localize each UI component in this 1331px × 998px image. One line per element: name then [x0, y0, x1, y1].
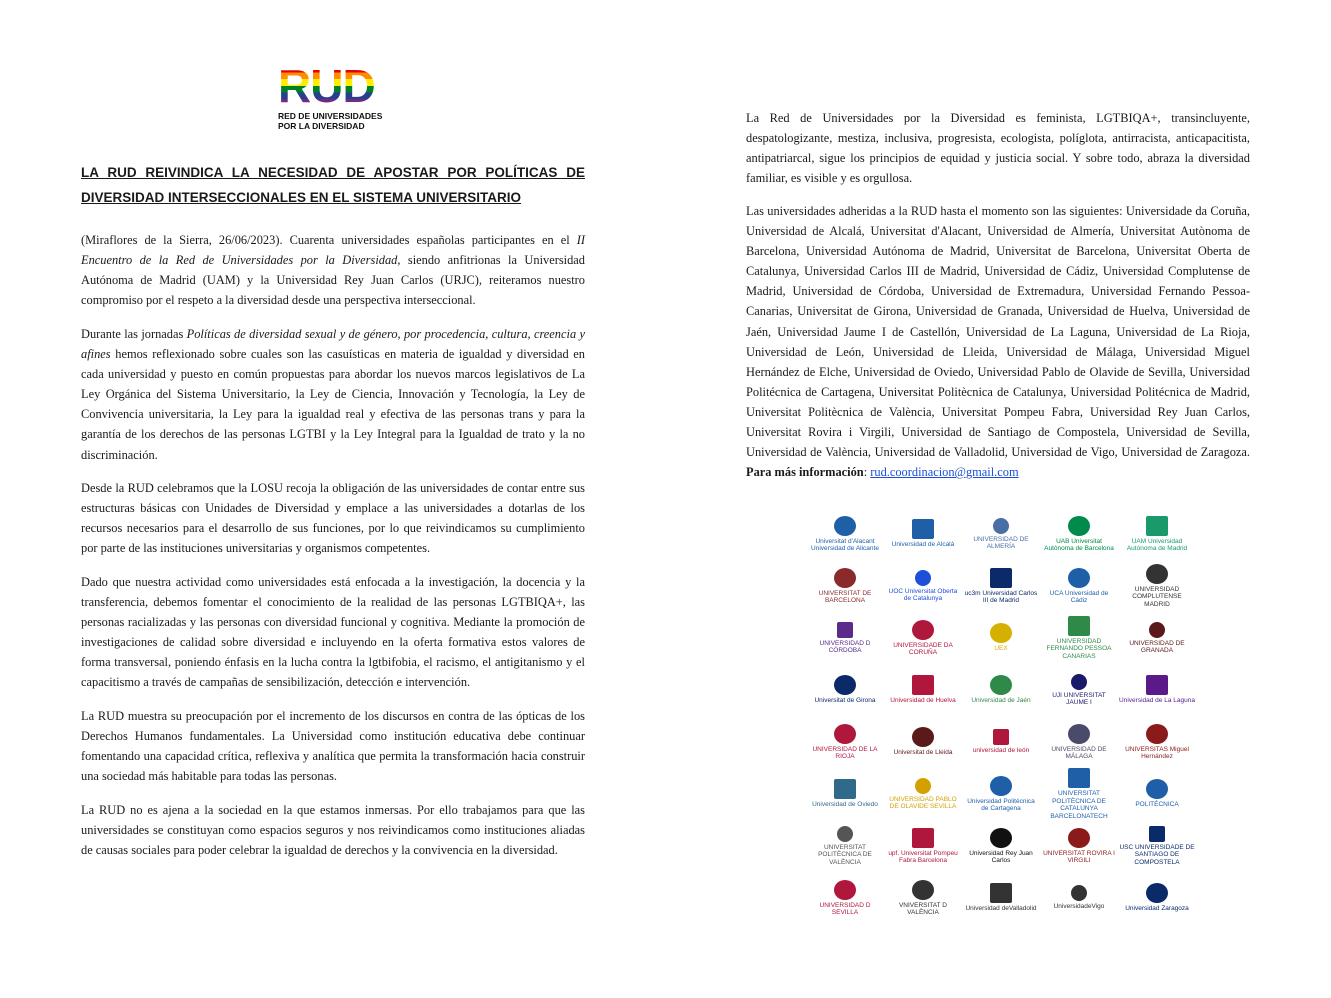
university-logo — [806, 716, 884, 768]
university-crest-icon — [1146, 675, 1168, 695]
university-crest-icon — [912, 519, 934, 539]
university-logo-name: UNIVERSIDAD PABLO DE OLAVIDE SEVILLA — [889, 795, 957, 810]
university-logo — [884, 508, 962, 560]
university-crest-icon — [990, 623, 1012, 643]
left-page — [81, 0, 585, 998]
university-crest-icon — [834, 516, 856, 536]
university-crest-icon — [993, 518, 1009, 534]
university-logo — [806, 664, 884, 716]
university-logo — [1118, 508, 1196, 560]
university-logo — [1040, 664, 1118, 716]
university-logo-name: UOC Universitat Oberta de Catalunya — [888, 587, 958, 602]
university-logo-name: UNIVERSITAT DE BARCELONA — [818, 589, 872, 604]
more-info-label: Para más información — [746, 465, 864, 480]
university-crest-icon — [990, 675, 1012, 695]
university-logo — [1040, 612, 1118, 664]
paragraph-5 — [81, 706, 585, 786]
university-logo-name: UniversidadeVigo — [1053, 903, 1105, 911]
university-logo-name: upf. Universitat Pompeu Fabra Barcelona — [888, 849, 958, 864]
university-crest-icon — [1071, 885, 1087, 901]
press-release-title: LA RUD REIVINDICA LA NECESIDAD DE APOSTAR POR POLÍTICAS DE DIVERSIDAD INTERSECCIONALES EN EL SISTEMA UNIVERSITARIO — [81, 165, 585, 205]
contact-email-link[interactable]: rud.coordinacion@gmail.com — [870, 465, 1019, 480]
rud-logo-letter-d: D — [342, 60, 375, 112]
university-logo-name: Universidad Zaragoza — [1125, 905, 1189, 913]
right-paragraph-2 — [746, 201, 1250, 482]
right-paragraph-1 — [746, 108, 1250, 188]
university-crest-icon — [912, 828, 934, 848]
university-logo — [1118, 768, 1196, 820]
university-crest-icon — [1068, 828, 1090, 848]
paragraph-2 — [81, 324, 585, 465]
university-crest-icon — [1068, 768, 1090, 788]
university-logo-name: UNIVERSITAT POLITÈCNICA DE CATALUNYA BARCELONATECH — [1050, 790, 1108, 820]
university-crest-icon — [1068, 516, 1090, 536]
university-logo-name: UNIVERSITAT POLITÈCNICA DE VALÈNCIA — [818, 843, 872, 866]
university-logo — [806, 612, 884, 664]
university-crest-icon — [912, 727, 934, 747]
paragraph-1 — [81, 230, 585, 310]
university-logo — [962, 716, 1040, 768]
right-paragraph-1-text: La Red de Universidades por la Diversidad es feminista, LGTBIQA+, transincluyente, despatologizante, mestiza, inclusiva, progresista, ecologista, políglota, antirracista, anticapacitista, antipatriarcal, sigue los principios de equidad y justicia social. Y sobre todo, abraza la diversidad familiar, es visible y es orgullosa. — [746, 111, 1250, 186]
university-logo-name: UNIVERSIDAD DE ALMERÍA — [973, 535, 1029, 550]
university-logo-grid — [806, 508, 1196, 924]
university-logo-name: UNIVERSIDAD DE LA RIOJA — [812, 745, 878, 760]
university-crest-icon — [990, 828, 1012, 848]
university-logo — [806, 820, 884, 872]
university-crest-icon — [915, 778, 931, 794]
university-logo-name: Universitat de Girona — [814, 697, 876, 705]
university-logo — [1118, 612, 1196, 664]
paragraph-2-italic: Políticas de diversidad sexual y de género, por procedencia, cultura, creencia y afines — [81, 327, 585, 362]
university-logo-name: UNIVERSIDADE DA CORUÑA — [893, 641, 953, 656]
paragraph-3 — [81, 478, 585, 558]
university-logo — [962, 612, 1040, 664]
paragraph-2-text-a: Durante las jornadas — [81, 327, 187, 341]
rud-logo-letter-u: U — [310, 60, 343, 112]
university-logo — [962, 508, 1040, 560]
university-crest-icon — [1146, 564, 1168, 584]
paragraph-2-text-b: hemos reflexionado sobre cuales son las casuísticas en materia de igualdad y diversidad en cada universidad y puesto en común propuestas para abordar los nuevos marcos legislativos de La Ley Orgánica del Sistema Universitario, la Ley de Ciencia, Innovación y Tecnología, la Ley de Convivencia universitaria, la Ley para la igualdad real y efectiva de las personas trans y para la garantía de los derechos de las personas LGTBI y la Ley Integral para la Igualdad de trato y la no discriminación. — [81, 347, 585, 462]
university-logo-name: Universidad de Jaén — [971, 697, 1031, 705]
university-logo-name: UNIVERSIDAD D SEVILLA — [819, 901, 871, 916]
university-logo — [962, 664, 1040, 716]
university-logo — [884, 612, 962, 664]
university-crest-icon — [993, 729, 1009, 745]
university-logo-name: Universidad de La Laguna — [1119, 697, 1195, 705]
paragraph-1-italic: II Encuentro de la Red de Universidades por la Diversidad — [81, 233, 585, 268]
university-crest-icon — [915, 570, 931, 586]
university-crest-icon — [912, 675, 934, 695]
university-logo-name: UNIVERSIDAD DE GRANADA — [1129, 639, 1185, 654]
university-crest-icon — [837, 826, 853, 842]
university-logo-name: USC UNIVERSIDADE DE SANTIAGO DE COMPOSTELA — [1119, 843, 1195, 866]
university-crest-icon — [990, 883, 1012, 903]
university-logo-name: VNIVERSITAT D VALÈNCIA — [898, 901, 948, 916]
university-logo — [962, 872, 1040, 924]
university-logo — [1040, 820, 1118, 872]
paragraph-6-text: La RUD no es ajena a la sociedad en la que estamos inmersas. Por ello trabajamos para que las universidades se constituyan como espacios seguros y nos reivindicamos como instituciones aliadas de causas sociales para poder celebrar la igualdad de derechos y la convivencia en la diversidad. — [81, 803, 585, 858]
university-crest-icon — [1146, 779, 1168, 799]
university-crest-icon — [834, 779, 856, 799]
university-logo-name: Universidad de Huelva — [890, 697, 956, 705]
university-crest-icon — [1146, 516, 1168, 536]
rud-logo-letters — [278, 60, 408, 112]
more-info-colon: : — [863, 465, 871, 480]
university-crest-icon — [837, 622, 853, 638]
university-crest-icon — [1149, 622, 1165, 638]
paragraph-1-text-b: , siendo anfitrionas la Universidad Autónoma de Madrid (UAM) y la Universidad Rey Juan Carlos (URJC), reiteramos nuestro compromiso por el respeto a la diversidad desde una perspectiva interseccional. — [81, 253, 585, 308]
rud-logo-subtitle-line1: RED DE UNIVERSIDADES — [278, 111, 383, 121]
university-logo — [962, 560, 1040, 612]
university-logo — [1040, 508, 1118, 560]
university-crest-icon — [834, 724, 856, 744]
paragraph-4-text: Dado que nuestra actividad como universidades está enfocada a la investigación, la docencia y la transferencia, debemos fomentar el conocimiento de la realidad de las personas LGTBIQA+, las personas racializadas y las personas con diversidad funcional y cognitiva. Mediante la promoción de investigaciones de calidad sobre diversidad e incluyendo en la oferta formativa estos valores de forma transversal, poniendo énfasis en la lucha contra la lgtbifobia, el racismo, el antigitanismo y el capacitismo a través de campañas de sensibilización, detección e intervención. — [81, 575, 585, 690]
paragraph-1-text-a: (Miraflores de la Sierra, 26/06/2023). Cuarenta universidades españolas participantes en el — [81, 233, 577, 247]
university-crest-icon — [912, 620, 934, 640]
university-logo — [1040, 872, 1118, 924]
university-logo — [884, 716, 962, 768]
university-logo-name: UNIVERSITAS Miguel Hernández — [1125, 745, 1189, 760]
university-logo — [1118, 716, 1196, 768]
university-logo — [962, 820, 1040, 872]
university-logo-name: Universidad Rey Juan Carlos — [969, 849, 1033, 864]
university-logo — [806, 508, 884, 560]
university-logo — [806, 768, 884, 820]
university-crest-icon — [1068, 616, 1090, 636]
university-logo-name: Universidad de Oviedo — [812, 801, 878, 809]
university-logo-name: UNIVERSIDAD DE MÁLAGA — [1051, 745, 1107, 760]
university-crest-icon — [912, 880, 934, 900]
university-logo-name: Universitat d'Alacant Universidad de Alicante — [811, 537, 879, 552]
university-logo-name: universidad de león — [972, 747, 1030, 755]
rud-logo-subtitle — [278, 111, 408, 131]
university-crest-icon — [1149, 826, 1165, 842]
university-logo-name: UCA Universidad de Cádiz — [1049, 589, 1109, 604]
university-crest-icon — [990, 568, 1012, 588]
university-logo-name: UEX — [994, 645, 1008, 653]
university-logo — [1040, 768, 1118, 820]
university-logo — [1040, 716, 1118, 768]
right-page — [746, 0, 1250, 998]
university-logo-name: UNIVERSITAT ROVIRA I VIRGILI — [1043, 849, 1115, 864]
university-crest-icon — [990, 776, 1012, 796]
university-crest-icon — [1146, 883, 1168, 903]
rud-logo-subtitle-line2: POR LA DIVERSIDAD — [278, 121, 365, 131]
university-crest-icon — [834, 880, 856, 900]
university-crest-icon — [834, 568, 856, 588]
university-logo — [1118, 664, 1196, 716]
university-logo — [884, 872, 962, 924]
university-crest-icon — [1068, 568, 1090, 588]
university-logo — [884, 820, 962, 872]
university-logo-name: Universidad Politécnica de Cartagena — [967, 797, 1035, 812]
rud-logo — [278, 60, 408, 131]
university-logo-name: UNIVERSIDAD D CÓRDOBA — [819, 639, 871, 654]
paragraph-6 — [81, 800, 585, 860]
university-crest-icon — [834, 675, 856, 695]
rud-logo-letter-r: R — [278, 60, 311, 112]
university-logo-name: UJI UNIVERSITAT JAUME I — [1052, 691, 1106, 706]
university-crest-icon — [1146, 724, 1168, 744]
university-crest-icon — [1068, 724, 1090, 744]
paragraph-5-text: La RUD muestra su preocupación por el incremento de los discursos en contra de las ópticas de los Derechos Humanos fundamentales. La Universidad como institución educativa debe continuar fomentando una capacidad crítica, reflexiva y analítica que permita la transformación hacia construir una sociedad más habitable para todas las personas. — [81, 709, 585, 784]
paragraph-3-text: Desde la RUD celebramos que la LOSU recoja la obligación de las universidades de contar entre sus estructuras básicas con Unidades de Diversidad y emplace a las universidades a dotarlas de los recursos necesarios para el desarrollo de sus funciones, por lo que reivindicamos su cumplimiento por parte de las instituciones universitarias y organismos competentes. — [81, 481, 585, 556]
university-logo — [806, 560, 884, 612]
university-logo-name: UNIVERSIDAD FERNANDO PESSOA CANARIAS — [1046, 637, 1112, 660]
university-logo-name: UAM Universidad Autónoma de Madrid — [1126, 537, 1188, 552]
university-logo — [884, 560, 962, 612]
university-logo — [884, 664, 962, 716]
university-logo-name: POLITÉCNICA — [1135, 801, 1179, 809]
university-list-text: Las universidades adheridas a la RUD hasta el momento son las siguientes: Universidade da Coruña, Universidad de Alcalá, Universitat d'Alacant, Universidad de Almería, Universitat Autònoma de Barcelona, Universidad Autónoma de Madrid, Universitat de Barcelona, Universitat Oberta de Catalunya, Universidad Carlos III de Madrid, Universidad de Cádiz, Universidad Complutense de Madrid, Universidad de Córdoba, Universidad de Extremadura, Universidad Fernando Pessoa-Canarias, Universitat de Girona, Universidad de Granada, Universidad de Huelva, Universidad de Jaén, Universidad Jaume I de Castellón, Universidad de La Laguna, Universidad de La Rioja, Universidad de León, Universidad de Lleida, Universidad de Málaga, Universidad Miguel Hernández de Elche, Universidad de Oviedo, Universidad Pablo de Olavide de Sevilla, Universidad Politécnica de Cartagena, Universitat Politècnica de Catalunya, Universidad Politécnica de Madrid, Universitat Politècnica de València, Universitat Pompeu Fabra, Universidad Rey Juan Carlos, Universitat Rovira i Virgili, Universidad de Santiago de Compostela, Universidad de Sevilla, Universidad de València, Universidad de Valladolid, Universidad de Vigo, Universidad de Zaragoza. — [746, 204, 1250, 460]
university-logo — [1118, 872, 1196, 924]
university-logo — [1118, 560, 1196, 612]
university-logo-name: uc3m Universidad Carlos III de Madrid — [964, 589, 1038, 604]
university-logo-name: UNIVERSIDAD COMPLUTENSE MADRID — [1132, 585, 1182, 608]
university-logo — [884, 768, 962, 820]
university-logo-name: Universidad deValladolid — [965, 905, 1037, 913]
university-logo-name: Universidad de Alcalá — [891, 541, 955, 549]
university-logo — [1118, 820, 1196, 872]
paragraph-4 — [81, 572, 585, 693]
university-logo-name: Universitat de Lleida — [893, 749, 953, 757]
university-logo — [806, 872, 884, 924]
university-logo-name: UAB Universitat Autònoma de Barcelona — [1044, 537, 1114, 552]
university-logo — [1040, 560, 1118, 612]
university-crest-icon — [1071, 674, 1087, 690]
university-logo — [962, 768, 1040, 820]
